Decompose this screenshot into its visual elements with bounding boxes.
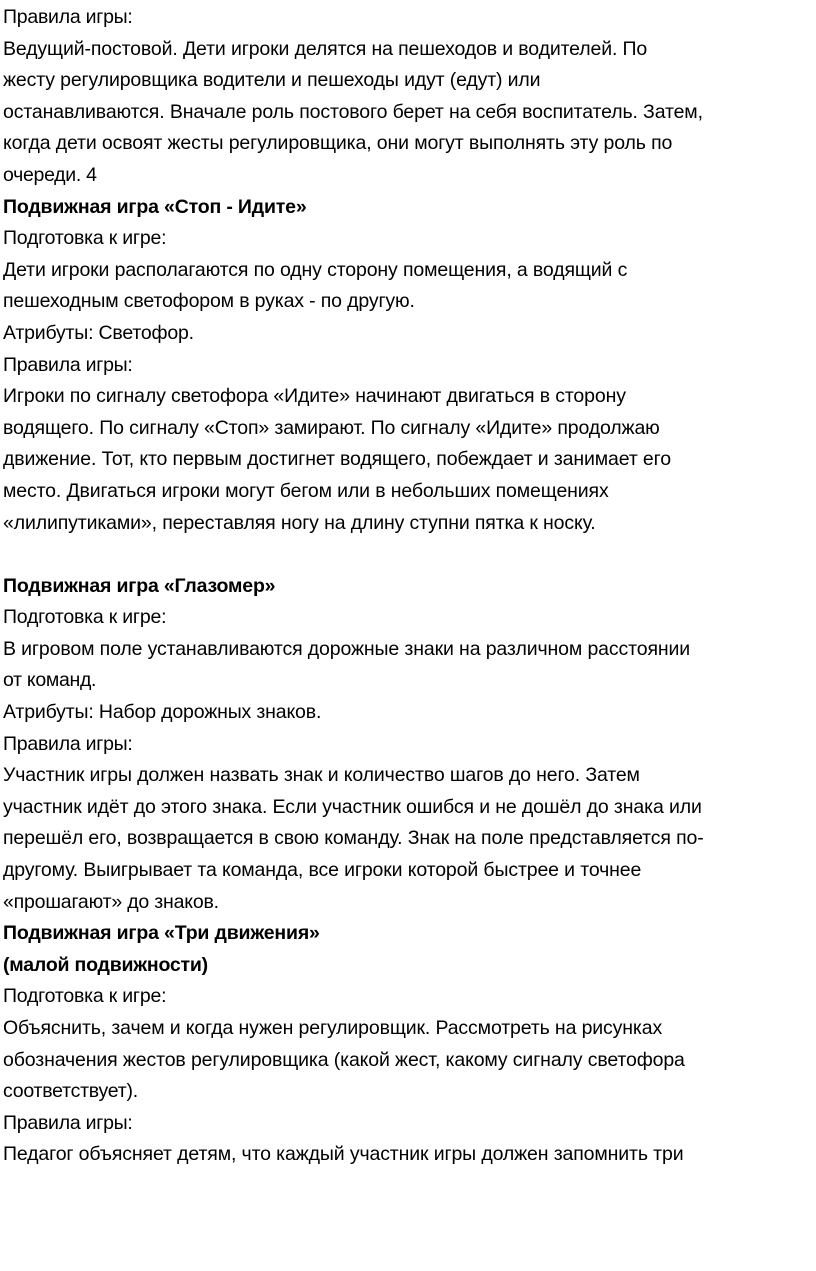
text-line: Правила игры: — [3, 353, 133, 376]
text-line: когда дети освоят жесты регулировщика, они могут выполнять эту роль по — [3, 132, 673, 155]
text-line: Объяснить, зачем и когда нужен регулировщик. Рассмотреть на рисунках — [3, 1017, 663, 1039]
text-line: Подготовка к игре: — [3, 985, 167, 1008]
text-line: очереди. 4 — [3, 163, 97, 186]
text-line: соответствует). — [3, 1080, 138, 1103]
text-line: другому. Выигрывает та команда, все игроки которой быстрее и точнее — [3, 859, 642, 882]
text-line: обозначения жестов регулировщика (какой жест, какому сигналу светофора — [3, 1048, 685, 1071]
text-line: пешеходным светофором в руках - по другую. — [3, 290, 415, 313]
text-line: В игровом поле устанавливаются дорожные знаки на различном расстоянии — [3, 637, 691, 660]
section-heading: Подвижная игра «Три движения» — [3, 922, 320, 945]
text-line: перешёл его, возвращается в свою команду. Знак на поле представляется по- — [3, 827, 704, 850]
text-line: Педагог объясняет детям, что каждый участник игры должен запомнить три — [3, 1143, 684, 1166]
text-line: жесту регулировщика водители и пешеходы идут (едут) или — [3, 69, 541, 92]
text-line: место. Двигаться игроки могут бегом или в небольших помещениях — [3, 479, 609, 502]
text-line: Подготовка к игре: — [3, 227, 167, 250]
section-heading: Подвижная игра «Стоп - Идите» — [3, 195, 307, 218]
text-line: Дети игроки располагаются по одну сторону помещения, а водящий с — [3, 258, 628, 281]
text-line: Подготовка к игре: — [3, 606, 167, 629]
text-line: движение. Тот, кто первым достигнет водящего, побеждает и занимает его — [3, 448, 671, 471]
text-line: Атрибуты: Светофор. — [3, 321, 194, 344]
document-page — [3, 2, 811, 1171]
text-line: Атрибуты: Набор дорожных знаков. — [3, 701, 322, 724]
section-heading: (малой подвижности) — [3, 953, 208, 976]
text-line: Ведущий-постовой. Дети игроки делятся на пешеходов и водителей. По — [3, 37, 648, 60]
text-line: Правила игры: — [3, 6, 133, 28]
section-heading: Подвижная игра «Глазомер» — [3, 574, 276, 597]
text-line: от команд. — [3, 669, 97, 692]
text-line: Игроки по сигналу светофора «Идите» начинают двигаться в сторону — [3, 385, 626, 408]
text-line: Правила игры: — [3, 732, 133, 755]
text-line: останавливаются. Вначале роль постового берет на себя воспитатель. Затем, — [3, 100, 703, 123]
text-line: водящего. По сигналу «Стоп» замирают. По сигналу «Идите» продолжаю — [3, 416, 660, 439]
text-line: «лилипутиками», переставляя ногу на длину ступни пятка к носку. — [3, 511, 596, 534]
text-line: участник идёт до этого знака. Если участник ошибся и не дошёл до знака или — [3, 795, 702, 818]
text-line: Правила игры: — [3, 1111, 133, 1134]
text-line: «прошагают» до знаков. — [3, 890, 219, 913]
text-line: Участник игры должен назвать знак и количество шагов до него. Затем — [3, 764, 640, 787]
blank-line — [3, 539, 811, 571]
